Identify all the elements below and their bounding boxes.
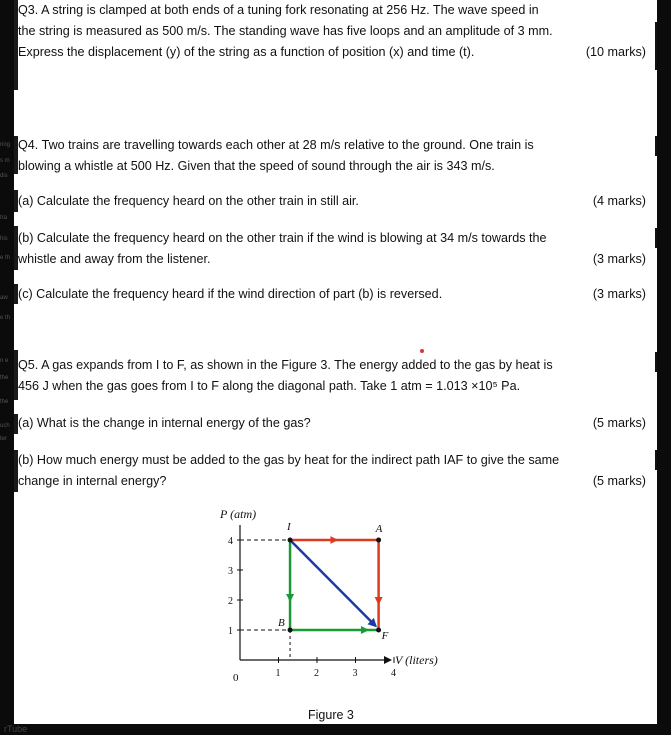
label-f: F	[381, 630, 389, 642]
x-tick-label: 2	[314, 668, 319, 679]
q3-marks: (10 marks)	[585, 45, 646, 59]
q3-line-2: the string is measured as 500 m/s. The standing wave has five loops and an amplitude of 3 mm.	[18, 24, 553, 38]
state-point-i	[288, 538, 293, 543]
q4b-marks: (3 marks)	[592, 252, 646, 266]
x-tick-label: 3	[352, 668, 358, 679]
y-tick-label: 3	[228, 566, 233, 577]
q5-line-1: Q5. A gas expands from I to F, as shown in the Figure 3. The energy added to the gas by heat is	[18, 358, 553, 372]
q3-line-3: Express the displacement (y) of the string as a function of position (x) and time (t). (10 marks)	[18, 42, 656, 63]
origin-label: 0	[233, 672, 239, 684]
q4-part-a: (a) Calculate the frequency heard on the other train in still air. (4 marks)	[18, 191, 656, 212]
question-5	[18, 355, 656, 397]
figure-caption: Figure 3	[308, 708, 354, 722]
q5-part-a: (a) What is the change in internal energy of the gas? (5 marks)	[18, 413, 656, 434]
q5a-marks: (5 marks)	[592, 416, 646, 430]
bottom-ghost-text: rTube	[4, 724, 28, 734]
q5-part-b: (b) How much energy must be added to the gas by heat for the indirect path IAF to give the same change in internal energy? (5 marks)	[18, 450, 656, 492]
q4-line-2: blowing a whistle at 500 Hz. Given that the speed of sound through the air is 343 m/s.	[18, 159, 495, 173]
q4-part-c: (c) Calculate the frequency heard if the wind direction of part (b) is reversed. (3 marks)	[18, 284, 656, 305]
red-dot-mark	[420, 349, 424, 353]
label-b: B	[278, 617, 285, 629]
x-tick-label: 1	[275, 668, 281, 679]
q4c-marks: (3 marks)	[592, 287, 646, 301]
y-tick-label: 2	[228, 596, 233, 607]
x-tick-label: 4	[391, 668, 396, 679]
y-axis-label: P (atm)	[220, 507, 257, 521]
label-i: I	[287, 521, 291, 533]
pv-diagram	[200, 505, 470, 715]
state-point-a	[376, 538, 381, 543]
q3-line-1: Q3. A string is clamped at both ends of a tuning fork resonating at 256 Hz. The wave speed in	[18, 3, 539, 17]
state-point-b	[288, 628, 293, 633]
question-4	[18, 135, 656, 177]
path-i-to-f-diagonal	[290, 540, 376, 626]
label-a: A	[375, 523, 383, 535]
y-tick-label: 1	[228, 626, 233, 637]
x-axis-label: V (liters)	[395, 653, 438, 667]
process-paths	[288, 538, 382, 661]
q4-part-b: (b) Calculate the frequency heard on the other train if the wind is blowing at 34 m/s towards the whistle and away from the listener. (3 marks)	[18, 228, 656, 270]
question-3	[18, 0, 656, 63]
q5b-marks: (5 marks)	[592, 474, 646, 488]
state-point-f	[376, 628, 381, 633]
q4a-marks: (4 marks)	[592, 194, 646, 208]
y-tick-label: 4	[228, 536, 233, 547]
q5-line-2: 456 J when the gas goes from I to F along the diagonal path. Take 1 atm = 1.013 ×10⁵ Pa.	[18, 379, 521, 393]
q4-line-1: Q4. Two trains are travelling towards each other at 28 m/s relative to the ground. One train is	[18, 138, 534, 152]
